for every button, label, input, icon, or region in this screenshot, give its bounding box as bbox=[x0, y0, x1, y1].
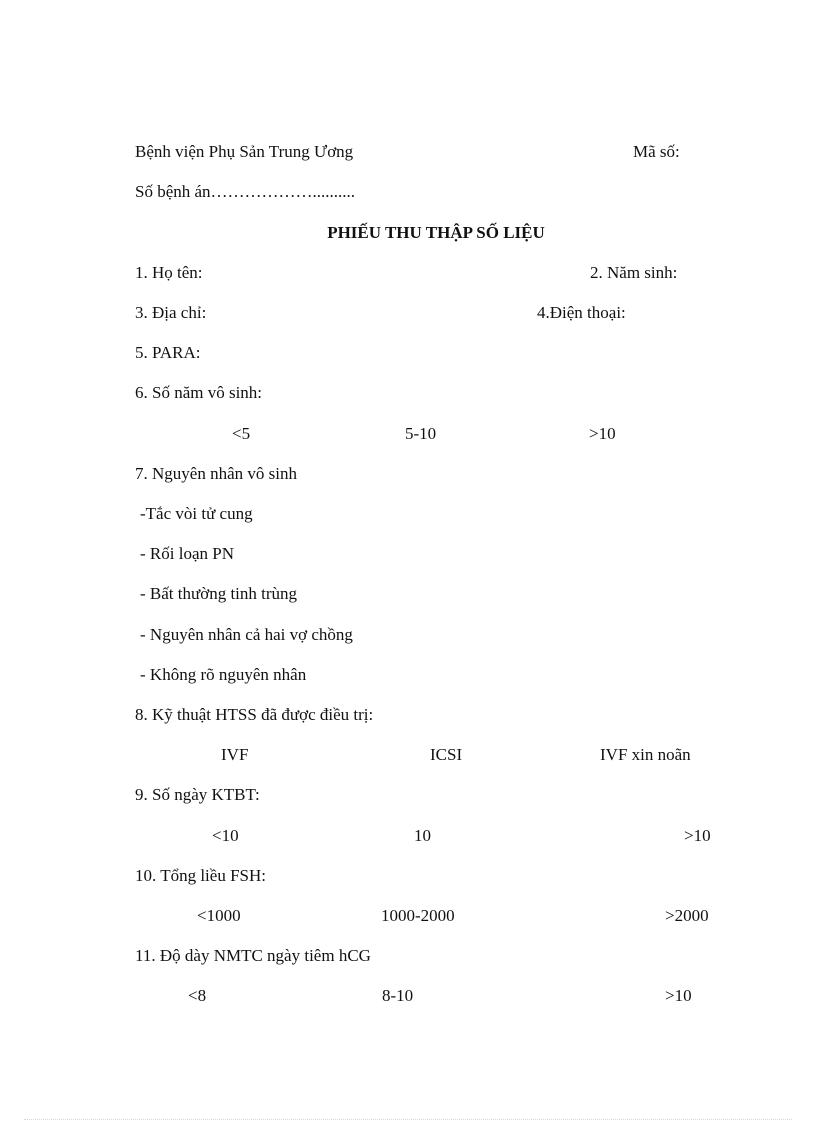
q7-item: - Bất thường tinh trùng bbox=[140, 584, 298, 603]
page-bottom-divider bbox=[24, 1119, 792, 1120]
q6-label: 6. Số năm vô sinh: bbox=[135, 383, 263, 402]
q7-item: - Nguyên nhân cả hai vợ chồng bbox=[140, 625, 353, 644]
q9-option: >10 bbox=[684, 826, 711, 845]
q9-option: 10 bbox=[414, 826, 431, 845]
record-number: Số bệnh án……………….......... bbox=[135, 182, 356, 201]
q6-option: 5-10 bbox=[405, 424, 437, 443]
q10-option: 1000-2000 bbox=[381, 906, 455, 925]
field-phone: 4.Điện thoại: bbox=[537, 303, 626, 322]
field-name: 1. Họ tên: bbox=[135, 263, 203, 282]
q11-option: <8 bbox=[188, 986, 207, 1005]
q8-option: ICSI bbox=[430, 745, 463, 764]
q10-option: >2000 bbox=[665, 906, 709, 925]
field-para: 5. PARA: bbox=[135, 343, 201, 362]
q10-option: <1000 bbox=[197, 906, 241, 925]
field-birth-year: 2. Năm sinh: bbox=[590, 263, 678, 282]
q6-option: >10 bbox=[589, 424, 616, 443]
q11-option: 8-10 bbox=[382, 986, 414, 1005]
q7-item: - Không rõ nguyên nhân bbox=[140, 665, 307, 684]
q8-label: 8. Kỹ thuật HTSS đã được điều trị: bbox=[135, 705, 374, 724]
hospital-name: Bệnh viện Phụ Sản Trung Ương bbox=[135, 142, 354, 161]
q9-label: 9. Số ngày KTBT: bbox=[135, 785, 260, 804]
field-address: 3. Địa chỉ: bbox=[135, 303, 207, 322]
form-title: PHIẾU THU THẬP SỐ LIỆU bbox=[327, 223, 545, 242]
q11-option: >10 bbox=[665, 986, 692, 1005]
q8-option: IVF bbox=[221, 745, 249, 764]
q8-option: IVF xin noãn bbox=[600, 745, 691, 764]
q7-item: -Tắc vòi tử cung bbox=[140, 504, 253, 523]
q10-label: 10. Tổng liều FSH: bbox=[135, 866, 266, 885]
q7-label: 7. Nguyên nhân vô sinh bbox=[135, 464, 297, 483]
q9-option: <10 bbox=[212, 826, 239, 845]
q6-option: <5 bbox=[232, 424, 251, 443]
q7-item: - Rối loạn PN bbox=[140, 544, 234, 563]
q11-label: 11. Độ dày NMTC ngày tiêm hCG bbox=[135, 946, 371, 965]
code-label: Mã số: bbox=[633, 142, 680, 161]
